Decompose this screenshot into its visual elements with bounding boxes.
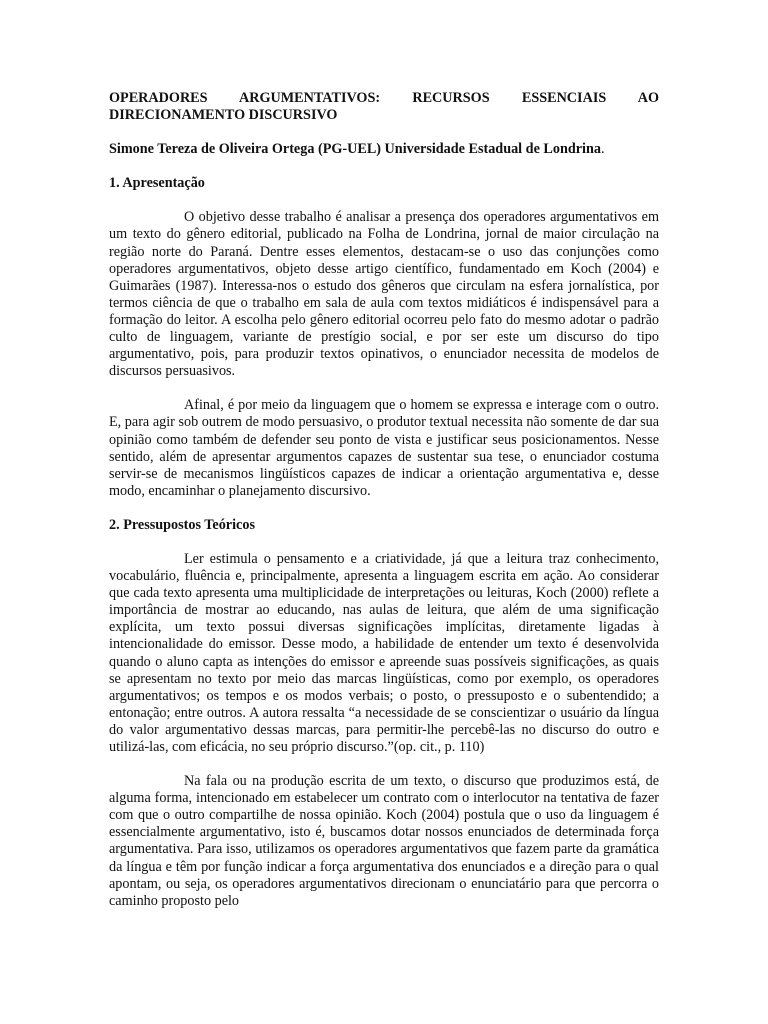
page-content [109,90,659,910]
paragraph: O objetivo desse trabalho é analisar a presença dos operadores argumentativos em um texto do gênero editorial, publicado na Folha de Londrina, jornal de maior circulação na região norte do Paraná. Dentre esses elementos, destacam-se o uso das conjunções como operadores argumentativos, objeto desse artigo científico, fundamentado em Koch (2004) e Guimarães (1987). Interessa-nos o estudo dos gêneros que circulam na esfera jornalística, por termos ciência de que o trabalho em sala de aula com textos midiáticos é indispensável para a formação do leitor. A escolha pelo gênero editorial ocorreu pelo fato do mesmo adotar o padrão culto de linguagem, variante de prestígio social, e por ser este um discurso do tipo argumentativo, pois, para produzir textos opinativos, o enunciador necessita de modelos de discursos persuasivos. [109,209,659,380]
title-line-2: DIRECIONAMENTO DISCURSIVO [109,107,338,124]
paragraph: Na fala ou na produção escrita de um texto, o discurso que produzimos está, de alguma forma, intencionado em estabelecer um contrato com o interlocutor na tentativa de fazer com que o outro compartilhe de nossa opinião. Koch (2004) postula que o uso da linguagem é essencialmente argumentativo, isto é, buscamos dotar nossos enunciados de determinada força argumentativa. Para isso, utilizamos os operadores argumentativos que fazem parte da gramática da língua e têm por função indicar a força argumentativa dos enunciados e a direção para o qual apontam, ou seja, os operadores argumentativos direcionam o enunciatário para que percorra o caminho proposto pelo [109,773,659,909]
section-heading-pressupostos: 2. Pressupostos Teóricos [109,516,255,533]
paragraph: Ler estimula o pensamento e a criatividade, já que a leitura traz conhecimento, vocabulário, fluência e, principalmente, apresenta a linguagem escrita em ação. Ao considerar que cada texto apresenta uma multiplicidade de interpretações ou leituras, Koch (2000) reflete a importância de mostrar ao educando, nas aulas de leitura, que além de uma significação explícita, um texto possui diversas significações implícitas, diretamente ligadas à intencionalidade do emissor. Desse modo, a habilidade de entender um texto é desenvolvida quando o aluno capta as intenções do emissor e apreende suas possíveis significações, as quais se apresentam no texto por meio das marcas lingüísticas, como por exemplo, os operadores argumentativos; os tempos e os modos verbais; o posto, o pressuposto e o subentendido; a entonação; entre outros. A autora ressalta “a necessidade de se conscientizar o usuário da língua do valor argumentativo dessas marcas, para permitir-lhe percebê-las no discurso do outro e utilizá-las, com eficácia, no seu próprio discurso.”(op. cit., p. 110) [109,550,659,755]
author-period: . [600,141,605,158]
paragraph: Afinal, é por meio da linguagem que o homem se expressa e interage com o outro. E, para agir sob outrem de modo persuasivo, o produtor textual necessita não somente de dar sua opinião como também de defender seu ponto de vista e justificar seus posicionamentos. Nesse sentido, além de apresentar argumentos capazes de sustentar sua tese, o enunciador costuma servir-se de mecanismos lingüísticos capazes de indicar a orientação argumentativa e, desse modo, encaminhar o planejamento discursivo. [109,397,659,499]
author-name: Simone Tereza de Oliveira Ortega (PG-UEL) Universidade Estadual de Londrina [109,141,601,158]
paper-title [109,90,659,124]
title-line-1: OPERADORES ARGUMENTATIVOS: RECURSOS ESSENCIAIS AO [109,90,659,106]
author-affiliation [109,141,659,158]
section-heading-apresentacao: 1. Apresentação [109,175,205,192]
